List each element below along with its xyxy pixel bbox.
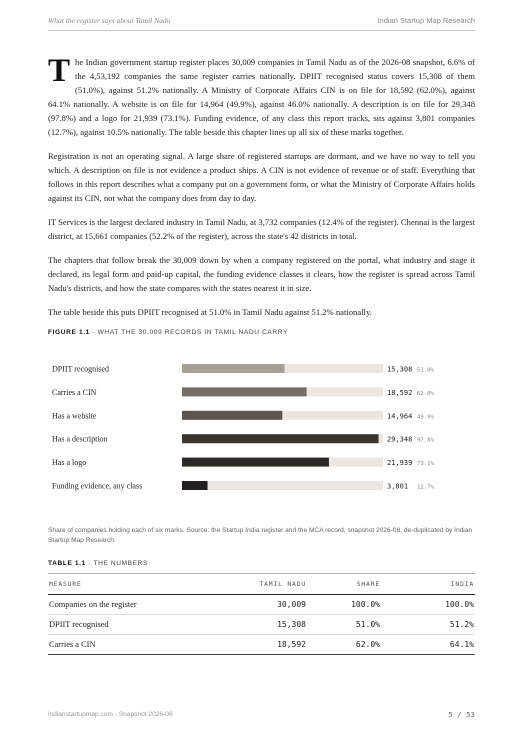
bar-percent-label: 51.0% <box>417 367 434 374</box>
bar <box>182 411 282 420</box>
figure-chart <box>48 353 475 518</box>
table-cell-tamil-nadu: 15,308 <box>208 615 307 635</box>
figure-number: FIGURE 1.1 <box>48 329 90 336</box>
figure-title: WHAT THE 30,009 RECORDS IN TAMIL NADU CARRY <box>97 329 289 336</box>
paragraph-industry: IT Services is the largest declared industry in Tamil Nadu, at 3,732 companies (12.4% of the register). Chennai is the largest district, at 15,661 companies (52.2% of the register), across the state's 42 districts in total. <box>48 217 475 241</box>
table-cell-india: 100.0% <box>381 595 475 615</box>
bar <box>182 458 329 467</box>
table-cell-measure: DPIIT recognised <box>48 615 208 635</box>
bar-value-label: 15,308 <box>387 365 413 374</box>
bar-value-label: 18,592 <box>387 388 413 397</box>
table-title: THE NUMBERS <box>93 560 149 567</box>
paragraph-table-note: The table beside this puts DPIIT recognised at 51.0% in Tamil Nadu against 51.2% nationally. <box>48 307 372 317</box>
running-header-publisher: Indian Startup Map Research <box>377 16 475 25</box>
bar <box>182 434 379 443</box>
page-content <box>48 55 475 655</box>
figure-label <box>48 329 475 341</box>
table-label-sep: · <box>85 560 94 567</box>
table-number: TABLE 1.1 <box>48 560 86 567</box>
running-header-title: What the register says about Tamil Nadu <box>48 16 171 25</box>
paragraph-chapters: The chapters that follow break the 30,009 down by when a company registered on the portal, what industry and stage it declared, its legal form and paid-up capital, the funding evidence classes it clears, how the register is spread across Tamil Nadu's districts, and how the state compares with the states nearest it in size. <box>48 255 475 293</box>
table-label <box>48 560 475 567</box>
paragraph-intro <box>48 55 475 139</box>
table-cell-share: 51.0% <box>307 615 381 635</box>
figure-label-sep: · <box>89 329 98 336</box>
table-cell-measure: Carries a CIN <box>48 635 208 655</box>
bar <box>182 364 285 373</box>
table-cell-india: 51.2% <box>381 615 475 635</box>
bar-value-label: 14,964 <box>387 412 413 421</box>
bar-value-label: 3,801 <box>387 482 409 491</box>
table-cell-tamil-nadu: 30,009 <box>208 595 307 615</box>
bar-category-label: Has a website <box>52 411 97 421</box>
numbers-table <box>48 573 475 655</box>
table-row <box>48 635 475 655</box>
bar <box>182 387 307 396</box>
table-header-tamil-nadu: TAMIL NADU <box>208 574 307 595</box>
table-cell-india: 64.1% <box>381 635 475 655</box>
bar-chart <box>48 353 475 518</box>
table-cell-tamil-nadu: 18,592 <box>208 635 307 655</box>
page-number: 5 / 53 <box>448 710 475 719</box>
bar-percent-label: 49.9% <box>417 414 434 421</box>
bar-percent-label: 12.7% <box>417 484 434 491</box>
bar-category-label: Carries a CIN <box>52 387 97 397</box>
table-cell-share: 62.0% <box>307 635 381 655</box>
table-header-row <box>48 574 475 595</box>
running-header <box>48 14 475 31</box>
bar-percent-label: 62.0% <box>417 390 434 397</box>
bar-percent-label: 73.1% <box>417 461 434 468</box>
bar-category-label: Funding evidence, any class <box>52 481 143 491</box>
table-cell-measure: Companies on the register <box>48 595 208 615</box>
bar-category-label: Has a description <box>52 434 108 444</box>
bar-value-label: 21,939 <box>387 459 413 468</box>
footer-source: indianstartupmap.com · Snapshot 2026-08 <box>48 711 173 718</box>
table-header-share: SHARE <box>307 574 381 595</box>
table-row <box>48 595 475 615</box>
bar-percent-label: 97.8% <box>417 437 434 444</box>
bar-track <box>182 481 383 490</box>
table-cell-share: 100.0% <box>307 595 381 615</box>
figure-caption: Share of companies holding each of six marks. Source: the Startup India register and the MCA record, snapshot 2026-08, de-duplicated by Indian Startup Map Research. <box>48 527 473 544</box>
table-header-measure: MEASURE <box>48 574 208 595</box>
bar-category-label: Has a logo <box>52 458 87 468</box>
bar-value-label: 29,348 <box>387 435 413 444</box>
paragraph-intro-text: he Indian government startup register places 30,009 companies in Tamil Nadu as of the 2026-08 snapshot, 6.6% of the 4,53,192 companies the same register carries nationally. DPIIT recognised status covers 15,308 of them (51.0%), against 51.2% nationally. A Ministry of Corporate Affairs CIN is on file for 18,592 (62.0%), against 64.1% nationally. A website is on file for 14,964 (49.9%), against 46.0% nationally. A description is on file for 29,348 (97.8%) and a logo for 21,939 (73.1%). Funding evidence, of any class this report tracks, sits against 3,801 companies (12.7%), against 10.5% nationally. The table beside this chapter lines up all six of these marks together. <box>48 57 475 137</box>
bar <box>182 481 208 490</box>
table-header-india: INDIA <box>381 574 475 595</box>
drop-cap: T <box>48 53 71 89</box>
bar-category-label: DPIIT recognised <box>52 364 109 374</box>
table-row <box>48 615 475 635</box>
paragraph-registration: Registration is not an operating signal. A large share of registered startups are dormant, and we have no way to tell you which. A description on file is not evidence a product ships. A CIN is not evidence of revenue or of staff. Everything that follows in this report describes what a company put on a government form, or what the Ministry of Corporate Affairs holds against its CIN, not what the company does from day to day. <box>48 151 475 203</box>
